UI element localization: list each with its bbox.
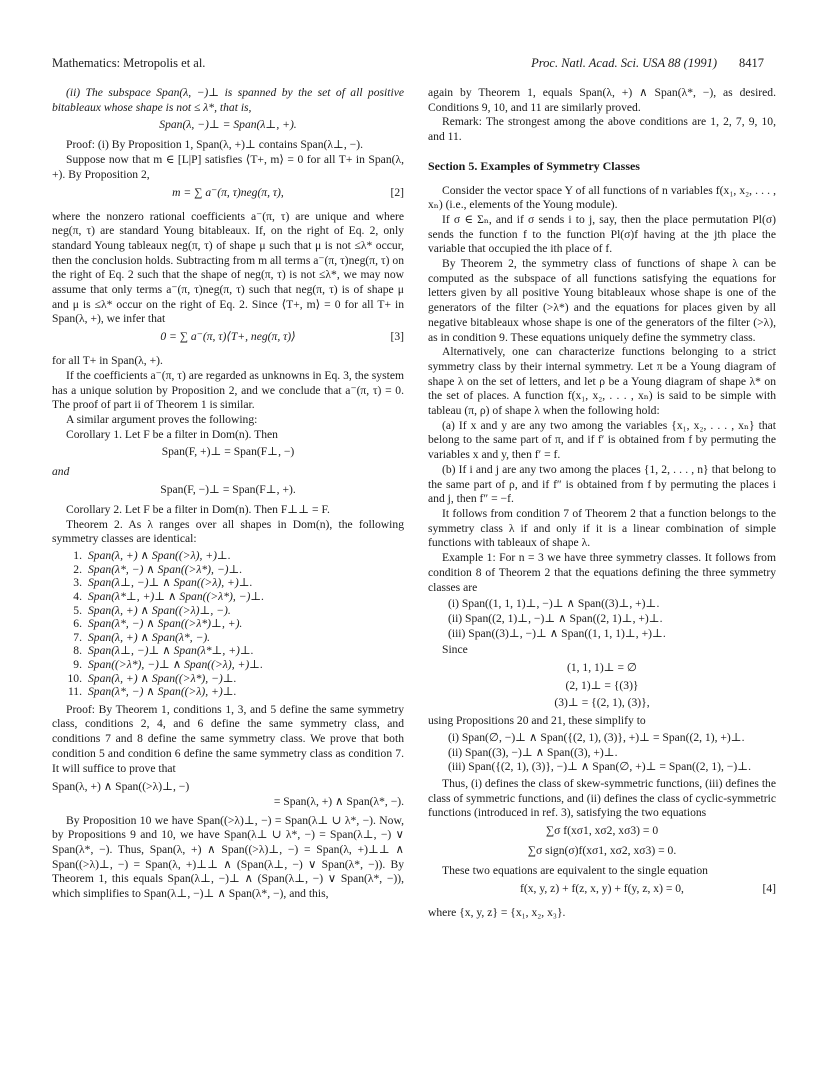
condition-number: 11. [67, 685, 82, 699]
perp-eq: (1, 1, 1)⊥ = ∅ [566, 661, 638, 675]
similar-argument: A similar argument proves the following: [66, 412, 258, 426]
and-word: and [52, 465, 70, 479]
remark-paragraph: Remark: The strongest among the above conditions are 1, 2, 7, 9, 10, and 11. [428, 115, 776, 144]
running-header [52, 56, 764, 74]
condition-text: Span(λ, +) ∧ Span((>λ*), −)⊥. [88, 671, 237, 685]
equation-2-number: [2] [390, 185, 404, 199]
condition-text: Span(λ, +) ∧ Span((>λ), +)⊥. [88, 549, 231, 563]
corollary-1-eq-b-body: Span(F, −)⊥ = Span(F⊥, +). [160, 483, 296, 497]
alternatively-paragraph: Alternatively, one can characterize functions belonging to a strict symmetry class by their internal symmetry. Let π be a Young diagram of shape λ on the set of letters, and let ρ be a Young diagram of shape λ* on the set of places. A function f(x₁, x₂, . . . , xₙ) is said to be simple with tableau (π, ρ) of shape λ when the following hold: [428, 345, 776, 418]
condition-text: Span(λ*, −) ∧ Span((>λ), +)⊥. [88, 685, 237, 699]
using-paragraph: using Propositions 20 and 21, these simplify to [428, 714, 646, 728]
page-number: 8417 [739, 56, 764, 70]
sum-equation-2 [428, 844, 776, 861]
equation-2 [52, 186, 404, 207]
simplified-item: (iii) Span({(2, 1), (3)}, −)⊥ ∧ Span(∅, +)⊥ = Span((2, 1), −)⊥. [448, 760, 752, 774]
condition-number: 1. [73, 549, 82, 563]
forall-paragraph: for all T+ in Span(λ, +). [52, 354, 163, 368]
where-paragraph: where the nonzero rational coefficients a⁻(π, τ) are unique and where neg(π, τ) are standard Young bitableaux. If, on the right of Eq. 2, only standard Young tableaux neg(π, τ) of shape μ such that μ is not ≤λ* occur, then the conclusion holds. Subtracting from m all terms a⁻(π, τ)neg(π, τ) on the right of Eq. 2 such that the shape of neg(π, τ) is not ≤λ*, we may now assume that only terms a⁻(π, τ)neg(π, τ) such that neg(π, τ) is of shape μ and μ is ≤λ* occur on the right of Eq. 2. Since ⟨T+, m⟩ = 0 for all T+ in Span(λ, +), we infer that [52, 209, 404, 326]
sum-equation-1 [428, 824, 776, 841]
condition-item [60, 563, 404, 577]
condition-item [60, 549, 404, 563]
again-paragraph: again by Theorem 1, equals Span(λ, +) ∧ Span(λ*, −), as desired. Conditions 9, 10, and 11 are similarly proved. [428, 86, 776, 114]
example-item: (iii) Span((3)⊥, −)⊥ ∧ Span((1, 1, 1)⊥, +)⊥. [448, 626, 666, 640]
follows-paragraph: It follows from condition 7 of Theorem 2 that a function belongs to the symmetry class λ if and only if it is a linear combination of simple functions with tableaux of shape λ. [428, 506, 776, 550]
corollary-1-eq-a-body: Span(F, +)⊥ = Span(F⊥, −) [161, 445, 295, 459]
condition-number: 3. [73, 576, 82, 590]
right-column [428, 86, 776, 920]
corollary-1-eq-b [52, 483, 404, 500]
theorem1-part-ii: (ii) The subspace Span(λ, −)⊥ is spanned by the set of all positive bitableaux whose shape is not ≤ λ*, that is, [52, 86, 404, 114]
theorem-2: Theorem 2. As λ ranges over all shapes in Dom(n), the following symmetry classes are identical: [52, 517, 404, 546]
condition-number: 6. [73, 617, 82, 631]
equation-4-body: f(x, y, z) + f(z, x, y) + f(y, z, x) = 0, [520, 881, 684, 895]
condition-item [60, 604, 404, 618]
condition-number: 10. [67, 671, 82, 685]
simplified-item: (ii) Span((3), −)⊥ ∧ Span((3), +)⊥. [448, 745, 618, 759]
condition-item [60, 631, 404, 645]
condition-text: Span(λ*, −) ∧ Span((>λ*), −)⊥. [88, 562, 243, 576]
condition-item [60, 576, 404, 590]
equation-2-body: m = ∑ a⁻(π, τ)neg(π, τ), [172, 185, 284, 199]
conditions-list [52, 549, 404, 699]
condition-number: 9. [73, 657, 82, 671]
condition-a: (a) If x and y are any two among the variables {x₁, x₂, . . . , xₙ} that belong to the same part of π, and if f′ is obtained from f by permuting the variables x and y, then f′ = f. [428, 418, 776, 462]
condition-text: Span(λ⊥, −)⊥ ∧ Span(λ*⊥, +)⊥. [88, 644, 254, 658]
thus-paragraph: Thus, (i) defines the class of skew-symmetric functions, (iii) defines the class of symmetric functions, and (ii) defines the class of cyclic-symmetric functions (introduced in ref. 3), satisfying the two equations [428, 776, 776, 820]
where-xyz: where {x, y, z} = {x₁, x₂, x₃}. [428, 905, 566, 919]
proof-paragraph: Proof: (i) By Proposition 1, Span(λ, +)⊥ contains Span(λ⊥, −). [66, 138, 363, 152]
condition-number: 5. [73, 603, 82, 617]
condition-text: Span(λ, +) ∧ Span((>λ)⊥, −). [88, 603, 231, 617]
condition-number: 4. [73, 589, 82, 603]
condition-number: 2. [73, 562, 82, 576]
by-proposition-paragraph: By Proposition 10 we have Span((>λ)⊥, −) = Span(λ⊥ ∪ λ*, −). Now, by Propositions 9 and 10, we have Span(λ⊥ ∪ λ*, −) = Span(λ⊥, −) ∨ Span(λ*, −). Thus, Span(λ, +) ∧ Span((>λ)⊥, −) = Span(λ, +)⊥⊥ ∧ Span((>λ)⊥, −) = Span(λ, +)⊥⊥ ∧ (Span(λ⊥, −) ∨ Span(λ*, −)). By Theorem 1, this equals Span(λ⊥, −)⊥ ∧ (Span(λ⊥, −) ∨ Span(λ*, −)), which simplifies to Span(λ⊥, −)⊥ ∧ Span(λ*, −), and this, [52, 813, 404, 901]
suffice-eq-line-b: = Span(λ, +) ∧ Span(λ*, −). [273, 794, 404, 808]
suffice-eq-line-a: Span(λ, +) ∧ Span((>λ)⊥, −) [52, 780, 190, 794]
equation-ii [52, 118, 404, 135]
equation-3-number: [3] [390, 330, 404, 344]
condition-item [60, 617, 404, 631]
since-word: Since [442, 643, 468, 657]
perp-equations [428, 661, 776, 711]
equation-3 [52, 330, 404, 351]
condition-number: 8. [73, 644, 82, 658]
simplified-item: (i) Span(∅, −)⊥ ∧ Span({(2, 1), (3)}, +)⊥ = Span((2, 1), +)⊥. [448, 730, 745, 744]
condition-text: Span((>λ*), −)⊥ ∧ Span((>λ), +)⊥. [88, 657, 263, 671]
equation-ii-body: Span(λ, −)⊥ = Span(λ⊥, +). [159, 118, 297, 132]
condition-item [60, 590, 404, 604]
suppose-paragraph: Suppose now that m ∈ [L|P] satisfies ⟨T+, m⟩ = 0 for all T+ in Span(λ, +). By Proposition 2, [52, 153, 404, 181]
sum-equation-2-body: ∑σ sign(σ)f(xσ1, xσ2, xσ3) = 0. [527, 844, 677, 858]
header-right [531, 56, 764, 71]
condition-text: Span(λ*, −) ∧ Span((>λ*)⊥, +). [88, 617, 243, 631]
header-left: Mathematics: Metropolis et al. [52, 56, 206, 70]
condition-number: 7. [73, 630, 82, 644]
consider-paragraph: Consider the vector space Y of all functions of n variables f(x₁, x₂, . . . , xₙ) (i.e., elements of the Young module). [428, 183, 776, 212]
proof-theorem-2: Proof: By Theorem 1, conditions 1, 3, and 5 define the same symmetry class, conditions 2, 4, and 6 define the same symmetry class, and conditions 7 and 8 define the same symmetry class. We prove that both condition 5 and condition 6 define the same symmetry class as condition 7. It will suffice to prove that [52, 702, 404, 775]
theorem2-usage-paragraph: By Theorem 2, the symmetry class of functions of shape λ can be computed as the subspace of all functions satisfying the equations for letters given by all positive Young bitableaux whose shape is one of the generators of the filter (>λ*) and the equations for places given by all negative bitableaux whose shape is one of the generators of the filter (>λ), as in condition 9. These equations uniquely define the symmetry class. [428, 257, 776, 344]
condition-item [60, 644, 404, 658]
condition-text: Span(λ⊥, −)⊥ ∧ Span((>λ), +)⊥. [88, 576, 253, 590]
condition-text: Span(λ, +) ∧ Span(λ*, −). [88, 630, 211, 644]
corollary-1: Corollary 1. Let F be a filter in Dom(n). Then [66, 427, 278, 441]
condition-item [60, 658, 404, 672]
perp-eq: (3)⊥ = {(2, 1), (3)}, [554, 696, 650, 710]
condition-b: (b) If i and j are any two among the places {1, 2, . . . , n} that belong to the same part of ρ, and if f″ is obtained from f by permuting the places i and j, then f″ = −f. [428, 462, 776, 506]
equation-4 [428, 882, 776, 903]
equation-4-number: [4] [762, 881, 776, 895]
perp-eq: (2, 1)⊥ = {(3)} [565, 678, 639, 692]
journal-citation: Proc. Natl. Acad. Sci. USA 88 (1991) [531, 56, 717, 70]
simplified-list [448, 731, 776, 775]
condition-item [60, 685, 404, 699]
section-5-heading: Section 5. Examples of Symmetry Classes [428, 158, 640, 173]
corollary-2: Corollary 2. Let F be a filter in Dom(n). Then F⊥⊥ = F. [66, 503, 330, 517]
corollary-1-eq-a [52, 445, 404, 462]
sigma-paragraph: If σ ∈ Σₙ, and if σ sends i to j, say, then the place permutation Pl(σ) sends the function f to the function Pl(σ)f having at the jth place the variable that occupied the ith place of f. [428, 212, 776, 256]
sum-equation-1-body: ∑σ f(xσ1, xσ2, xσ3) = 0 [545, 824, 659, 838]
example-item: (i) Span((1, 1, 1)⊥, −)⊥ ∧ Span((3)⊥, +)⊥. [448, 597, 660, 611]
left-column [52, 86, 404, 902]
condition-text: Span(λ*⊥, +)⊥ ∧ Span((>λ*), −)⊥. [88, 589, 265, 603]
equation-3-body: 0 = ∑ a⁻(π, τ)⟨T+, neg(π, τ)⟩ [160, 330, 296, 344]
example-1-paragraph: Example 1: For n = 3 we have three symmetry classes. It follows from condition 8 of Theorem 2 that the equations defining the three symmetry classes are [428, 551, 776, 594]
these-paragraph: These two equations are equivalent to the single equation [442, 864, 708, 878]
coefficients-paragraph: If the coefficients a⁻(π, τ) are regarded as unknowns in Eq. 3, the system has a unique solution by Proposition 2, and we conclude that a⁻(π, τ) = 0. The proof of part ii of Theorem 1 is similar. [52, 368, 404, 412]
condition-item [60, 672, 404, 686]
example-item: (ii) Span((2, 1)⊥, −)⊥ ∧ Span((2, 1)⊥, +)⊥. [448, 611, 663, 625]
example-list [448, 597, 776, 641]
